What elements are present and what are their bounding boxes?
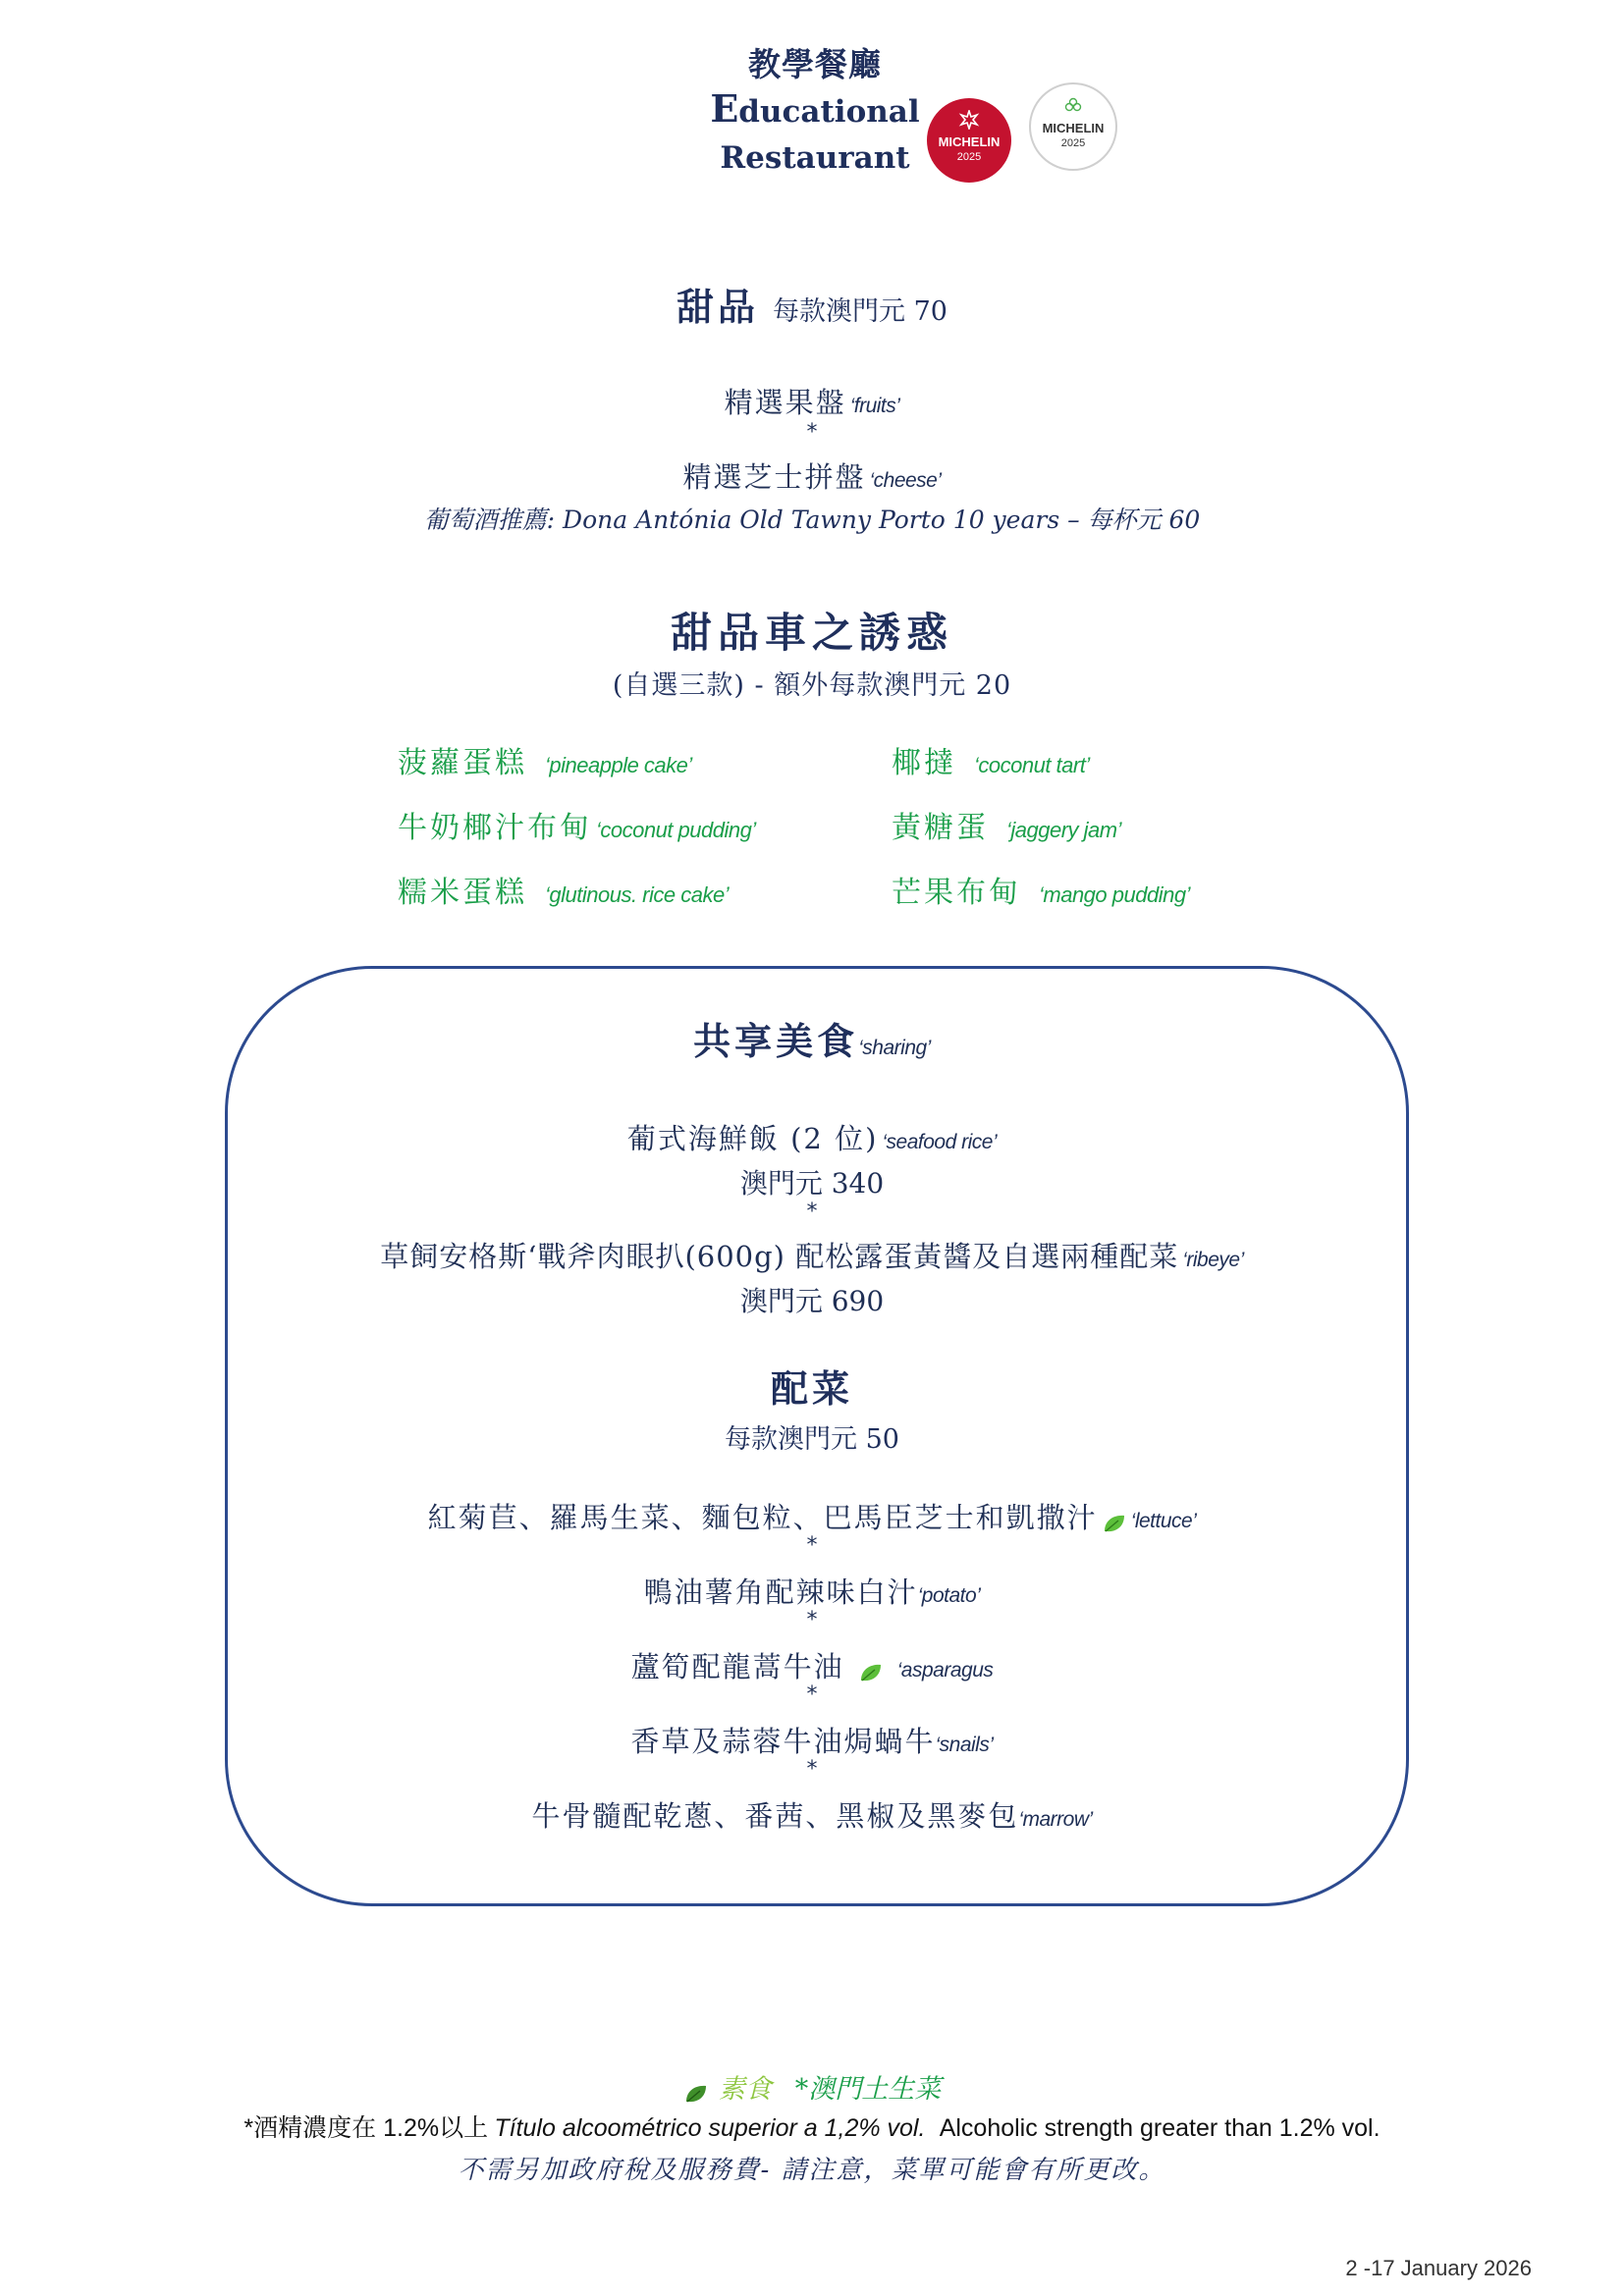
desserts-title: 甜品 <box>677 285 760 329</box>
legend-macanese: *澳門土生菜 <box>794 2074 942 2105</box>
leaf-icon <box>1102 1513 1127 1534</box>
michelin-star-badge <box>927 98 1011 183</box>
side-item-en: ‘snails’ <box>935 1734 994 1756</box>
trolley-item <box>398 738 869 803</box>
legend-vegetarian: 素食 <box>718 2074 772 2105</box>
side-item-zh: 紅菊苣、羅馬生菜、麵包粒、巴馬臣芝士和凱撒汁 <box>427 1501 1098 1534</box>
sharing-title: 共享美食 <box>693 1019 859 1063</box>
side-item <box>0 1720 1624 1760</box>
separator-star: * <box>806 1533 818 1558</box>
michelin-green-year-label: 2025 <box>1060 137 1086 149</box>
separator-star: * <box>806 1200 818 1224</box>
trolley-item-zh: 牛奶椰汁布甸 <box>398 811 592 845</box>
trolley-item-zh: 椰撻 <box>892 746 956 780</box>
restaurant-name-zh: 教學餐廳 <box>748 45 882 83</box>
trolley-item <box>892 738 1304 803</box>
trolley-item-zh: 芒果布甸 <box>892 876 1021 910</box>
restaurant-name-line2: Restaurant <box>720 140 910 176</box>
trolley-left-column <box>398 738 869 933</box>
trolley-item-en: ‘pineapple cake’ <box>545 753 692 777</box>
michelin-star-icon <box>958 110 980 130</box>
side-item-en: ‘marrow’ <box>1018 1808 1093 1831</box>
restaurant-name-line1: Educational <box>710 86 920 131</box>
trolley-item-en: ‘glutinous. rice cake’ <box>545 882 730 907</box>
dessert-item-en: ‘fruits’ <box>849 395 900 417</box>
separator-star: * <box>806 1682 818 1707</box>
sides-title: 配菜 <box>770 1366 853 1411</box>
trolley-subtitle: (自選三款) - 額外每款澳門元 20 <box>612 670 1012 701</box>
dessert-item <box>0 381 1624 421</box>
dessert-item-zh: 精選果盤 <box>724 386 846 419</box>
wine-recommendation: 葡萄酒推薦: Dona Antónia Old Tawny Porto 10 years – 每杯元 60 <box>423 506 1201 534</box>
separator-star: * <box>806 420 818 445</box>
trolley-item-zh: 黃糖蛋 <box>892 811 989 845</box>
separator-star: * <box>806 1757 818 1782</box>
restaurant-name-en <box>707 88 923 179</box>
trolley-right-column <box>892 738 1304 933</box>
leaf-icon <box>858 1662 884 1683</box>
sharing-title-en: ‘sharing’ <box>858 1037 931 1059</box>
sharing-item <box>0 1235 1624 1275</box>
side-item-en: ‘lettuce’ <box>1130 1510 1197 1532</box>
side-item-zh: 香草及蒜蓉牛油焗蝸牛 <box>630 1725 936 1758</box>
alcohol-note <box>0 2109 1624 2144</box>
sharing-item-price: 澳門元 690 <box>739 1285 885 1317</box>
trolley-item <box>398 803 869 868</box>
alcohol-note-pt: Título alcoométrico superior a 1,2% vol. <box>494 2114 926 2142</box>
trolley-title: 甜品車之誘惑 <box>670 609 953 657</box>
dessert-item-zh: 精選芝士拼盤 <box>682 460 866 494</box>
trolley-item-en: ‘mango pudding’ <box>1039 882 1190 907</box>
trolley-item-zh: 糯米蛋糕 <box>398 876 527 910</box>
sharing-item-en: ‘seafood rice’ <box>882 1131 998 1153</box>
trolley-item <box>892 803 1304 868</box>
side-item <box>0 1794 1624 1835</box>
trolley-item-en: ‘coconut pudding’ <box>596 818 756 842</box>
clover-icon <box>1063 96 1083 116</box>
footer-legend <box>0 2067 1624 2106</box>
side-item-en: ‘potato’ <box>917 1584 981 1607</box>
trolley-item-zh: 菠蘿蛋糕 <box>398 746 527 780</box>
trolley-item-en: ‘jaggery jam’ <box>1006 818 1121 842</box>
sharing-item-en: ‘ribeye’ <box>1182 1249 1244 1271</box>
trolley-item-en: ‘coconut tart’ <box>974 753 1090 777</box>
separator-star: * <box>806 1608 818 1632</box>
alcohol-note-en: Alcoholic strength greater than 1.2% vol. <box>939 2114 1380 2142</box>
trolley-item <box>892 868 1304 933</box>
michelin-green-star-badge <box>1029 82 1117 171</box>
michelin-brand-label: MICHELIN <box>938 134 1001 149</box>
side-item <box>0 1571 1624 1611</box>
leaf-icon <box>683 2083 709 2105</box>
dessert-item <box>0 455 1624 496</box>
trolley-item <box>398 868 869 933</box>
side-item-zh: 鴨油薯角配辣味白汁 <box>643 1575 918 1609</box>
side-item <box>0 1645 1624 1685</box>
sides-price: 每款澳門元 50 <box>725 1424 899 1455</box>
desserts-price: 每款澳門元 70 <box>773 296 947 327</box>
michelin-green-brand-label: MICHELIN <box>1042 121 1105 135</box>
side-item <box>0 1496 1624 1536</box>
sharing-heading <box>0 1011 1624 1065</box>
desserts-heading <box>0 277 1624 331</box>
dessert-item-en: ‘cheese’ <box>869 469 942 492</box>
alcohol-note-zh: *酒精濃度在 1.2%以上 <box>244 2114 489 2142</box>
side-item-zh: 牛骨髓配乾蔥、番茜、黑椒及黑麥包 <box>531 1799 1019 1833</box>
sharing-item-zh: 草飼安格斯‘戰斧肉眼扒(600g) 配松露蛋黃醬及自選兩種配菜 <box>380 1240 1179 1273</box>
side-item-zh: 蘆筍配龍蒿牛油 <box>630 1650 844 1683</box>
sharing-item-price: 澳門元 340 <box>739 1167 885 1200</box>
sharing-item-zh: 葡式海鮮飯 (2 位) <box>626 1122 879 1155</box>
side-item-en: ‘asparagus <box>896 1659 994 1682</box>
service-note: 不需另加政府稅及服務費- 請注意，菜單可能會有所更改。 <box>458 2156 1166 2185</box>
menu-date: 2 -17 January 2026 <box>1345 2256 1532 2280</box>
sharing-item <box>0 1117 1624 1157</box>
michelin-year-label: 2025 <box>956 151 982 163</box>
